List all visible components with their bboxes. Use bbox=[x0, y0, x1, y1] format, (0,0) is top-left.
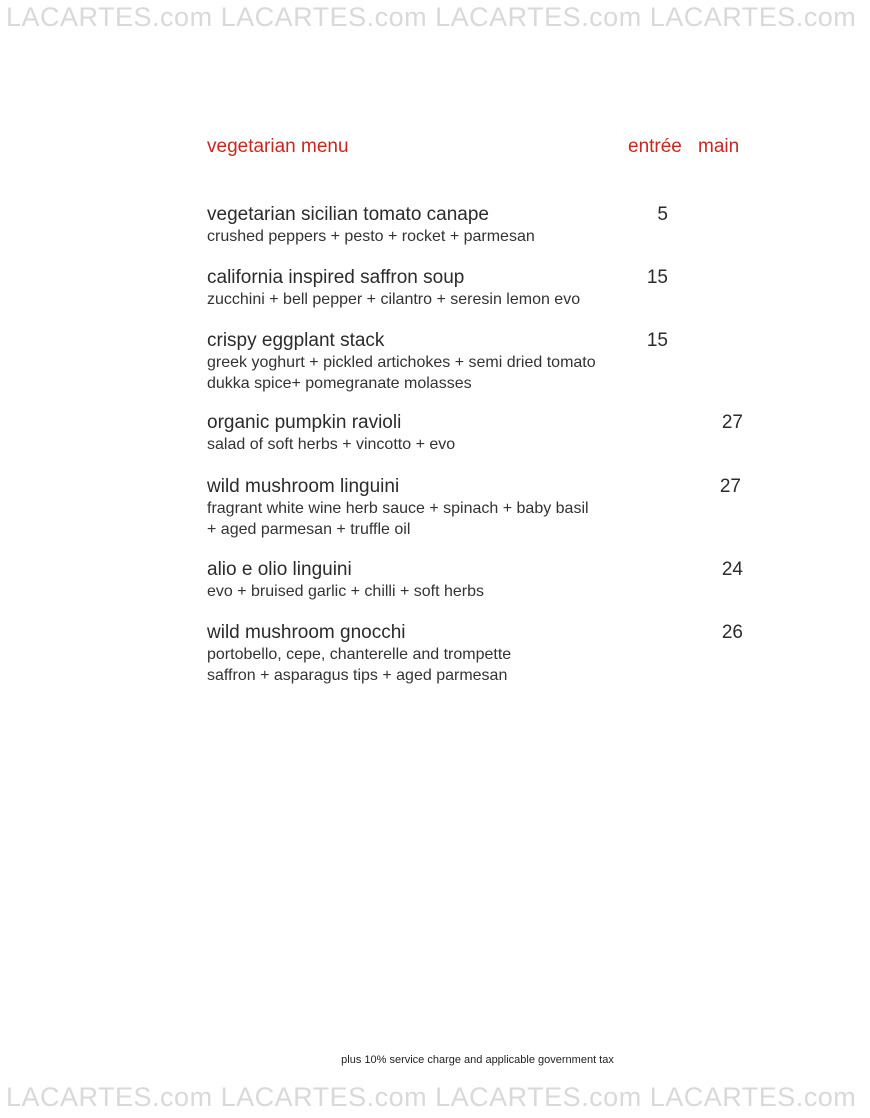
dish-description: salad of soft herbs + vincotto + evo bbox=[207, 436, 456, 453]
service-charge-note: plus 10% service charge and applicable government tax bbox=[341, 1054, 614, 1066]
dish-description-line2: + aged parmesan + truffle oil bbox=[207, 521, 411, 538]
entree-price: 5 bbox=[657, 204, 668, 225]
dish-description: crushed peppers + pesto + rocket + parmesan bbox=[207, 228, 535, 245]
dish-item bbox=[207, 267, 747, 310]
dish-item bbox=[207, 412, 747, 455]
dish-name: california inspired saffron soup bbox=[207, 267, 465, 288]
dish-description: fragrant white wine herb sauce + spinach + baby basil bbox=[207, 500, 589, 517]
dish-name: organic pumpkin ravioli bbox=[207, 412, 402, 433]
main-price: 26 bbox=[721, 622, 743, 643]
dish-name: vegetarian sicilian tomato canape bbox=[207, 204, 490, 225]
menu-title: vegetarian menu bbox=[207, 136, 349, 157]
main-price: 27 bbox=[721, 412, 743, 433]
dish-name: alio e olio linguini bbox=[207, 559, 352, 580]
dish-name: wild mushroom gnocchi bbox=[207, 622, 406, 643]
entree-price: 15 bbox=[646, 330, 668, 351]
dish-description: evo + bruised garlic + chilli + soft herbs bbox=[207, 583, 485, 600]
dish-item bbox=[207, 559, 747, 602]
dish-item bbox=[207, 330, 747, 394]
entree-column-header: entrée bbox=[628, 136, 682, 157]
dish-item bbox=[207, 622, 747, 686]
entree-price: 15 bbox=[646, 267, 668, 288]
main-column-header: main bbox=[698, 136, 740, 157]
dish-name: wild mushroom linguini bbox=[207, 476, 400, 497]
watermark-top: LACARTES.com LACARTES.com LACARTES.com LACARTES.com bbox=[6, 2, 857, 32]
dish-item bbox=[207, 204, 747, 247]
dish-description: greek yoghurt + pickled artichokes + semi dried tomato bbox=[207, 354, 596, 371]
dish-description: zucchini + bell pepper + cilantro + seresin lemon evo bbox=[207, 291, 581, 308]
dish-description-line2: saffron + asparagus tips + aged parmesan bbox=[207, 667, 508, 684]
watermark-bottom: LACARTES.com LACARTES.com LACARTES.com LACARTES.com bbox=[6, 1082, 857, 1112]
menu-header bbox=[207, 136, 745, 162]
dish-description: portobello, cepe, chanterelle and trompette bbox=[207, 646, 512, 663]
dish-description-line2: dukka spice+ pomegranate molasses bbox=[207, 375, 472, 392]
main-price: 27 bbox=[719, 476, 741, 497]
main-price: 24 bbox=[721, 559, 743, 580]
dish-name: crispy eggplant stack bbox=[207, 330, 385, 351]
dish-item bbox=[207, 476, 747, 540]
